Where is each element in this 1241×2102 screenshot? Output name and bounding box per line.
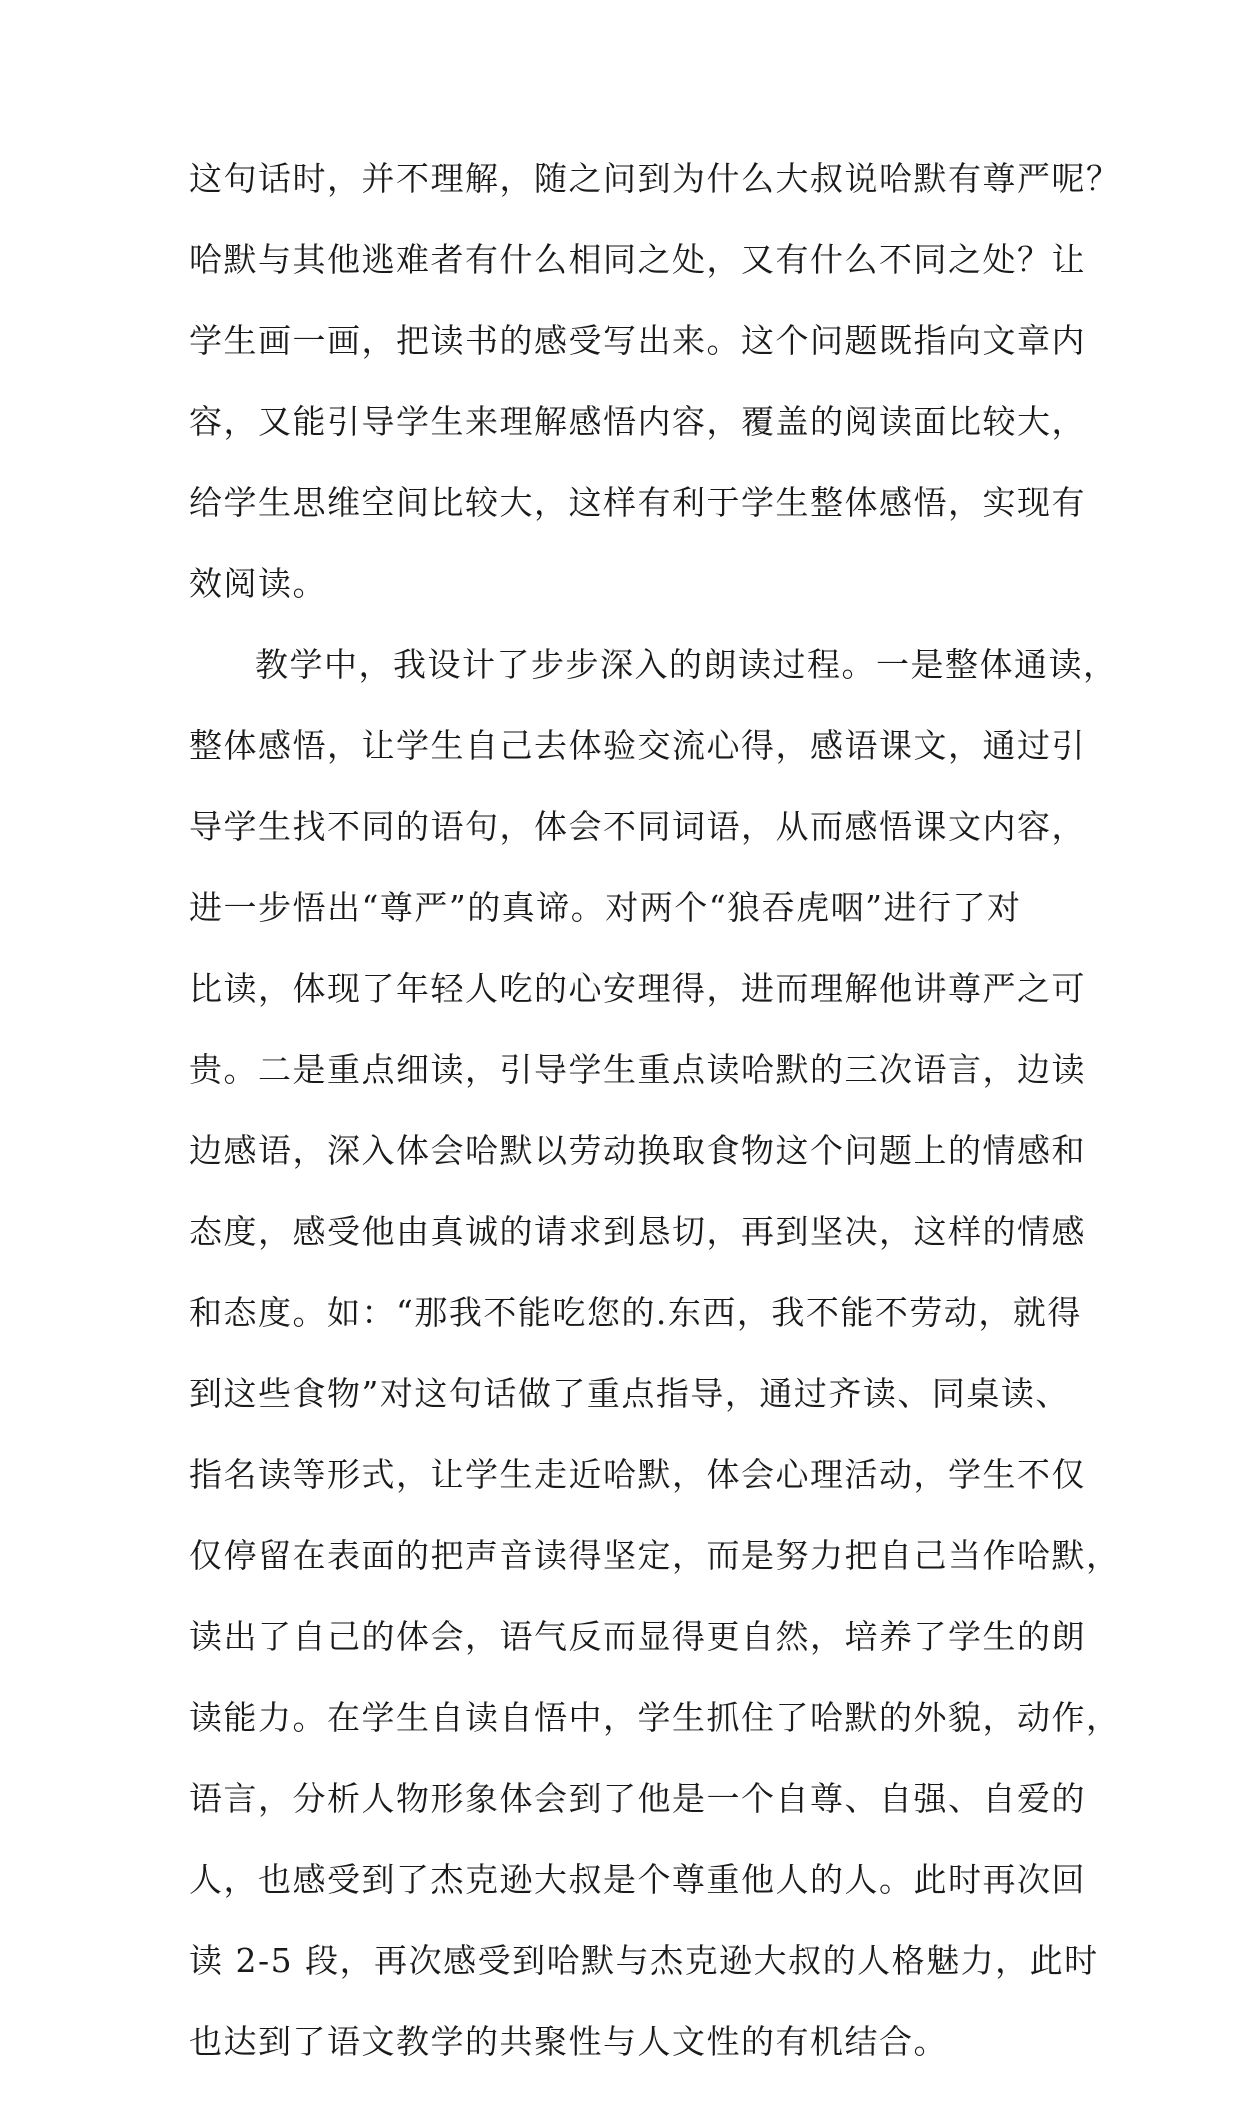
text-line: 学生画一画，把读书的感受写出来。这个问题既指向文章内 [189,321,1086,360]
paragraph-1 [189,158,1121,604]
text-line: 进一步悟出“尊严”的真谛。对两个“狼吞虎咽”进行了对 [189,888,1022,927]
text-line: 和态度。如：“那我不能吃您的.东西，我不能不劳动，就得 [189,1293,1082,1332]
text-line: 读出了自己的体会，语气反而显得更自然，培养了学生的朗 [189,1617,1086,1656]
text-line: 指名读等形式，让学生走近哈默，体会心理活动，学生不仅 [189,1455,1086,1494]
text-line: 人，也感受到了杰克逊大叔是个尊重他人的人。此时再次回 [189,1860,1086,1899]
text-line: 导学生找不同的语句，体会不同词语，从而感悟课文内容， [189,807,1086,846]
text-line: 读能力。在学生自读自悟中，学生抓住了哈默的外貌，动作， [189,1698,1121,1737]
text-line: 效阅读。 [189,564,327,603]
text-line: 仅停留在表面的把声音读得坚定，而是努力把自己当作哈默， [189,1536,1121,1575]
text-line: 教学中，我设计了步步深入的朗读过程。一是整体通读， [255,645,1118,684]
text-line: 贵。二是重点细读，引导学生重点读哈默的三次语言，边读 [189,1050,1086,1089]
text-line: 也达到了语文教学的共聚性与人文性的有机结合。 [189,2022,948,2061]
text-line: 给学生思维空间比较大，这样有利于学生整体感悟，实现有 [189,483,1086,522]
text-line: 态度，感受他由真诚的请求到恳切，再到坚决，这样的情感 [189,1212,1086,1251]
document-body [189,158,1121,2102]
text-line: 这句话时，并不理解，随之问到为什么大叔说哈默有尊严呢？ [189,159,1121,198]
text-line: 到这些食物”对这句话做了重点指导，通过齐读、同桌读、 [189,1374,1070,1413]
text-line: 语言，分析人物形象体会到了他是一个自尊、自强、自爱的 [189,1779,1086,1818]
text-line: 边感语，深入体会哈默以劳动换取食物这个问题上的情感和 [189,1131,1086,1170]
paragraph-2 [189,644,1121,2062]
text-line: 整体感悟，让学生自己去体验交流心得，感语课文，通过引 [189,726,1086,765]
text-line: 哈默与其他逃难者有什么相同之处，又有什么不同之处？让 [189,240,1086,279]
text-line: 读 2-5 段，再次感受到哈默与杰克逊大叔的人格魅力，此时 [189,1941,1099,1980]
text-line: 容，又能引导学生来理解感悟内容，覆盖的阅读面比较大， [189,402,1086,441]
text-line: 比读，体现了年轻人吃的心安理得，进而理解他讲尊严之可 [189,969,1086,1008]
